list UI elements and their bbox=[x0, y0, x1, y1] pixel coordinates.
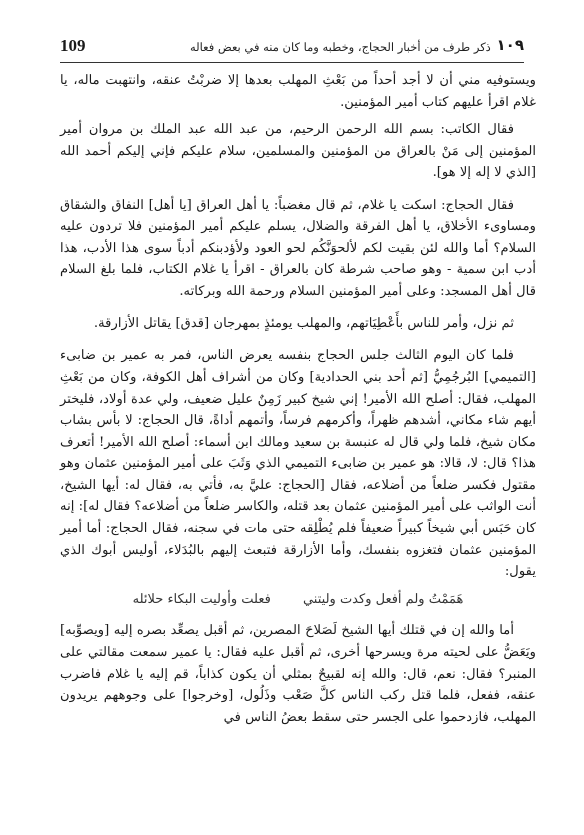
page-header bbox=[60, 36, 524, 62]
paragraph: ويستوفيه مني أن لا أجد أحداً من بَعْثِ المهلب بعدها إلا ضربْتُ عنقه، وانتهبت ماله، يا غلام اقرأ عليهم كتاب أمير المؤمنين. bbox=[60, 73, 536, 110]
header-divider bbox=[60, 62, 524, 63]
paragraph: فقال الكاتب: بسم الله الرحمن الرحيم، من عبد الله عبد الملك بن مروان أمير المؤمنين إلى مَنْ بالعراق من المؤمنين والمسلمين، سلام عليكم فإني إليكم أحمد الله [الذي لا إله إلا هو]. bbox=[60, 122, 536, 181]
page-number-latin: 109 bbox=[60, 36, 86, 55]
paragraph: أما والله إن في قتلك أيها الشيخ لَصَلاحَ المصرين، ثم أقبل يصعِّد بصره إليه [ويصوِّبه] ويَعَضُّ على لحيته مرة ويسرحها أخرى، ثم أقبل عليه فقال: يا عمير سمعت مقالتي على المنبر؟ فقال: نعم، قال: والله إنه لقبيحٌ بمثلي أن يكون كذاباً، قم إليه يا غلام فاضرب عنقه، ففعل، فلما قتل ركب الناس كلَّ صَعْب وذَلُول، [وخرجوا] على وجوههم يريدون المهلب، فازدحموا على الجسر حتى سقط بعضُ الناس في bbox=[60, 623, 536, 725]
main-text bbox=[60, 70, 536, 739]
poem-verse bbox=[60, 589, 536, 611]
page-number-arabic: ١٠٩ bbox=[496, 36, 524, 54]
paragraph: فقال الحجاج: اسكت يا غلام، ثم قال مغضباً: يا أهل العراق [يا أهل] النفاق والشقاق ومساوىء الأخلاق، يا أهل الفرقة والضلال، يسلم عليكم أمير المؤمنين فلا تردون عليه السلام؟ أما والله لئن بقيت لكم لألحوَنَّكُم لحو العود ولأؤدبنكم أدباً سوى هذا الأدب، هذا أدب ابن سمية - وهو صاحب شرطة كان بالعراق - اقرأ يا غلام الكتاب، فلما بلغ السلام قال أهل المسجد: وعلى أمير المؤمنين السلام ورحمة الله وبركاته. bbox=[60, 197, 536, 299]
running-title: ذكر طرف من أخبار الحجاج، وخطبه وما كان منه في بعض فعاله bbox=[190, 40, 491, 54]
verse-hemistich: فعلت وأوليت البكاء حلائله bbox=[132, 591, 271, 607]
paragraph: فلما كان اليوم الثالث جلس الحجاج بنفسه يعرض الناس، فمر به عمير بن ضابىء [التميمي] البُرجُمِيُّ [ثم أحد بني الحدادية] وكان من أشراف أهل الكوفة، وكان من بَعْثِ المهلب، فقال: أصلح الله الأمير! إني شيخ كبير زَمِنٌ عليل ضعيف، ولي عدة أولاد، فليختر أيهم شاء مكاني، أشدهم ظهراً، وأكرمهم فرساً، وأتمهم أداةً، قال الحجاج: لا بأس بشاب مكان شيخ، فلما ولي قال له عنبسة بن سعيد ومالك ابن أسماء: أصلح الله الأمير! أتعرف هذا؟ قال: لا، قالا: هو عمير بن ضابىء التميمي الذي وَثَبَ على أمير المؤمنين عثمان وهو مقتول فكسر ضلعاً من أضلاعه، فقال [الحجاج: عليَّ به، فأتي به، فقال له: أيها الشيخ، أنت الواثب على أمير المؤمنين عثمان بعد قتله، والكاسر ضلعاً من أضلاعه؟ فقال له]: إنه كان حَبَس أبي شيخاً كبيراً ضعيفاً فلم يُطْلِقه حتى مات في سجنه، فقال الحجاج: أما أمير المؤمنين عثمان فتغزوه بنفسك، وأما الأزارقة فتبعث إليهم بالبُدَلاء، أوليس أبوك الذي يقول: bbox=[60, 348, 536, 580]
verse-hemistich: هَمَمْتُ ولم أفعل وكدت وليتني bbox=[302, 591, 464, 607]
paragraph: ثم نزل، وأمر للناس بأَعْطِيَاتهم، والمهلب يومئذٍ بمهرجان [قدق] يقاتل الأزارقة. bbox=[93, 316, 514, 332]
